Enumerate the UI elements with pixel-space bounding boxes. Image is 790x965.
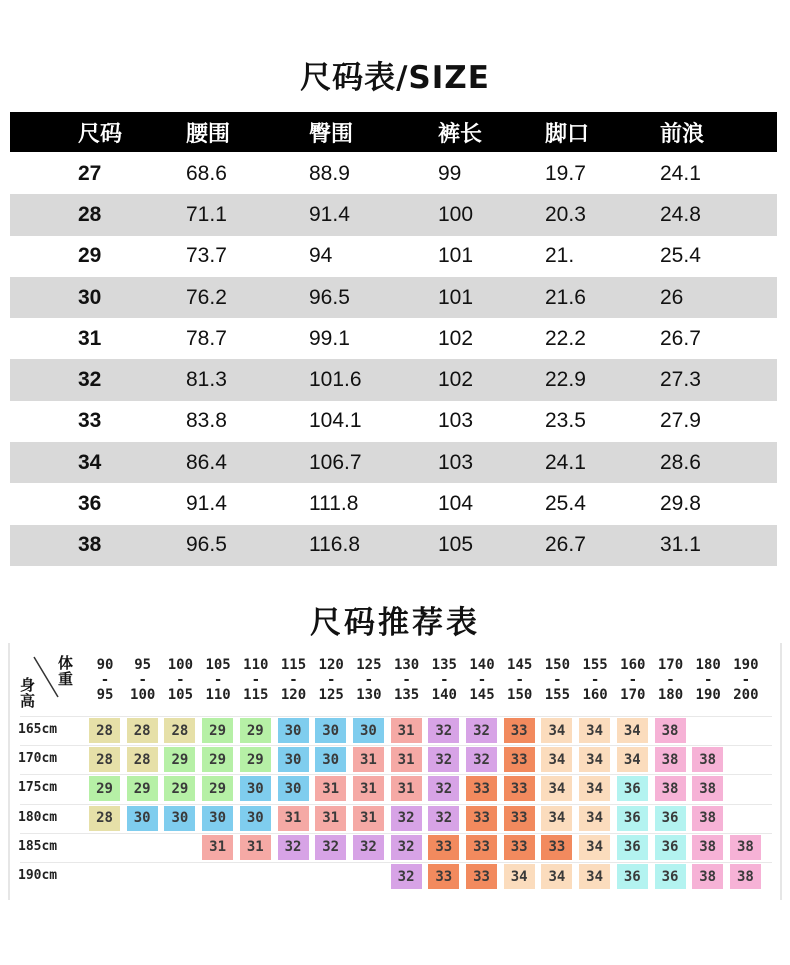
- recommended-size-cell: 33: [466, 864, 497, 889]
- weight-min: 135: [431, 657, 457, 673]
- range-dash: -: [553, 672, 562, 688]
- weight-max: 145: [469, 687, 495, 703]
- recommended-size-cell: 31: [315, 776, 346, 801]
- cell-size: 36: [78, 492, 102, 516]
- cell-leg-opening: 19.7: [545, 161, 586, 185]
- weight-max: 95: [96, 687, 114, 703]
- recommended-size-cell: 34: [541, 718, 572, 743]
- recommended-size-cell: 38: [692, 747, 723, 772]
- cell-size: 28: [78, 202, 102, 226]
- recommended-size-cell: 30: [315, 718, 346, 743]
- weight-min: 100: [167, 657, 194, 673]
- recommended-size-cell: 28: [164, 718, 195, 743]
- recommended-size-cell: 32: [278, 835, 309, 860]
- cell-length: 101: [438, 244, 474, 268]
- cell-hip: 116.8: [309, 533, 360, 557]
- recommended-size-cell: 32: [391, 806, 422, 831]
- weight-max: 120: [280, 687, 307, 703]
- cell-waist: 76.2: [186, 285, 227, 309]
- row-divider: [20, 804, 772, 805]
- recommended-size-cell: 36: [655, 835, 686, 860]
- weight-max: 160: [582, 687, 608, 703]
- cell-front-rise: 31.1: [660, 533, 701, 557]
- recommended-size-cell: 29: [240, 747, 271, 772]
- range-dash: -: [440, 672, 449, 688]
- weight-range-header: [275, 658, 313, 703]
- height-row-label: 165cm: [18, 722, 58, 737]
- cell-leg-opening: 22.2: [545, 326, 586, 350]
- weight-min: 110: [243, 657, 269, 673]
- table-row: [10, 318, 777, 359]
- table-row: [10, 359, 777, 400]
- cell-leg-opening: 26.7: [545, 533, 586, 557]
- cell-leg-opening: 20.3: [545, 202, 586, 226]
- weight-max: 140: [431, 687, 457, 703]
- recommended-size-cell: 34: [579, 835, 610, 860]
- height-row-label: 185cm: [18, 838, 58, 854]
- table-row: [10, 401, 777, 442]
- recommended-size-cell: 36: [617, 776, 648, 801]
- height-row-label: 170cm: [18, 751, 58, 767]
- cell-size: 32: [78, 368, 102, 392]
- weight-min: 150: [544, 657, 571, 673]
- cell-hip: 104.1: [309, 409, 362, 433]
- cell-leg-opening: 25.4: [545, 492, 586, 516]
- recommended-size-cell: 28: [89, 718, 120, 743]
- weight-max: 125: [318, 687, 344, 703]
- recommended-size-cell: 30: [278, 776, 309, 801]
- cell-hip: 111.8: [309, 492, 359, 516]
- range-dash: -: [628, 672, 638, 688]
- recommended-size-cell: 28: [89, 806, 120, 831]
- weight-min: 125: [356, 657, 382, 673]
- recommended-size-cell: 31: [353, 776, 384, 801]
- recommended-size-cell: 32: [428, 776, 459, 801]
- range-dash: -: [100, 672, 110, 688]
- recommended-size-cell: 38: [655, 776, 686, 801]
- header-size: 尺码: [78, 121, 123, 147]
- recommended-size-cell: 30: [278, 718, 309, 743]
- recommended-size-cell: 29: [127, 776, 158, 801]
- recommended-size-cell: 38: [655, 747, 686, 772]
- weight-range-header: [161, 658, 199, 703]
- recommended-size-cell: 29: [240, 718, 271, 743]
- cell-size: 31: [78, 326, 102, 350]
- weight-min: 180: [695, 657, 721, 673]
- weight-max: 115: [243, 687, 269, 703]
- range-dash: -: [741, 672, 751, 688]
- recommended-size-cell: 29: [164, 747, 195, 772]
- weight-range-header: [689, 658, 727, 703]
- cell-waist: 78.7: [186, 326, 227, 350]
- weight-max: 170: [620, 687, 646, 703]
- cell-front-rise: 27.9: [660, 409, 701, 433]
- cell-size: 29: [78, 244, 102, 268]
- weight-min: 145: [507, 657, 533, 673]
- height-row-label: 175cm: [18, 780, 58, 796]
- cell-length: 99: [438, 161, 462, 185]
- cell-length: 102: [438, 326, 474, 350]
- cell-front-rise: 26: [660, 285, 684, 309]
- recommended-size-cell: 32: [391, 835, 422, 860]
- weight-label: 体重: [58, 654, 74, 688]
- weight-max: 105: [167, 687, 194, 703]
- recommended-size-cell: 38: [730, 835, 761, 860]
- recommended-size-cell: 31: [353, 806, 384, 831]
- size-table-header: [10, 112, 777, 152]
- recommended-size-cell: 34: [541, 776, 572, 801]
- table-row: [10, 277, 777, 318]
- cell-hip: 101.6: [309, 368, 362, 392]
- recommended-size-cell: 32: [466, 718, 497, 743]
- weight-min: 190: [733, 657, 759, 673]
- weight-range-header: [727, 658, 765, 703]
- recommended-size-cell: 31: [391, 776, 422, 801]
- recommended-size-cell: 34: [541, 806, 572, 831]
- header-leg-opening: 脚口: [545, 121, 590, 147]
- weight-min: 130: [393, 657, 420, 673]
- range-dash: -: [138, 672, 147, 688]
- recommended-size-cell: 38: [692, 864, 723, 889]
- recommended-size-cell: 30: [315, 747, 346, 772]
- cell-leg-opening: 24.1: [545, 450, 586, 474]
- recommended-size-cell: 36: [617, 806, 648, 831]
- row-divider: [20, 716, 772, 717]
- recommendation-table: [8, 643, 782, 900]
- recommended-size-cell: 32: [428, 718, 459, 743]
- recommended-size-cell: 34: [541, 864, 572, 889]
- recommended-size-cell: 31: [391, 718, 422, 743]
- cell-leg-opening: 21.6: [545, 285, 586, 309]
- recommended-size-cell: 33: [504, 718, 535, 743]
- recommended-size-cell: 34: [617, 718, 648, 743]
- height-row-label: 190cm: [18, 868, 58, 883]
- cell-size: 33: [78, 409, 102, 433]
- recommended-size-cell: 34: [579, 806, 610, 831]
- recommended-size-cell: 33: [466, 776, 497, 801]
- recommended-size-cell: 32: [353, 835, 384, 860]
- recommended-size-cell: 28: [89, 747, 120, 772]
- weight-max: 180: [657, 687, 684, 703]
- weight-range-header: [652, 658, 690, 703]
- weight-min: 120: [318, 657, 344, 673]
- cell-length: 105: [438, 533, 474, 557]
- recommended-size-cell: 33: [428, 835, 459, 860]
- recommended-size-cell: 32: [466, 747, 497, 772]
- cell-hip: 88.9: [309, 161, 350, 185]
- range-dash: -: [477, 672, 487, 688]
- weight-range-header: [312, 658, 350, 703]
- cell-length: 103: [438, 409, 474, 433]
- row-divider: [20, 774, 772, 775]
- header-length: 裤长: [438, 121, 483, 147]
- recommended-size-cell: 33: [428, 864, 459, 889]
- cell-length: 103: [438, 450, 474, 474]
- weight-range-header: [614, 658, 652, 703]
- recommended-size-cell: 34: [579, 864, 610, 889]
- cell-waist: 86.4: [186, 450, 227, 474]
- weight-min: 170: [657, 657, 684, 673]
- cell-length: 104: [438, 492, 474, 516]
- recommended-size-cell: 34: [579, 718, 610, 743]
- cell-waist: 68.6: [186, 161, 227, 185]
- recommended-size-cell: 33: [504, 747, 535, 772]
- weight-max: 135: [393, 687, 420, 703]
- weight-range-header: [237, 658, 275, 703]
- height-label: 身高: [20, 676, 36, 710]
- recommended-size-cell: 31: [353, 747, 384, 772]
- recommended-size-cell: 34: [617, 747, 648, 772]
- recommended-size-cell: 29: [202, 776, 233, 801]
- table-row: [10, 442, 777, 483]
- cell-waist: 91.4: [186, 492, 227, 516]
- cell-hip: 96.5: [309, 285, 350, 309]
- header-hip: 臀围: [309, 121, 354, 147]
- cell-size: 27: [78, 161, 102, 185]
- weight-range-header: [501, 658, 539, 703]
- range-dash: -: [326, 672, 336, 688]
- table-row: [10, 153, 777, 194]
- recommended-size-cell: 31: [391, 747, 422, 772]
- row-divider: [20, 862, 772, 863]
- range-dash: -: [590, 672, 600, 688]
- cell-size: 30: [78, 285, 102, 309]
- cell-front-rise: 28.6: [660, 450, 701, 474]
- weight-range-header: [576, 658, 614, 703]
- weight-min: 140: [469, 657, 495, 673]
- cell-leg-opening: 23.5: [545, 409, 586, 433]
- weight-range-header: [388, 658, 426, 703]
- header-waist: 腰围: [186, 121, 231, 147]
- recommended-size-cell: 29: [202, 747, 233, 772]
- cell-front-rise: 25.4: [660, 244, 701, 268]
- weight-min: 95: [134, 657, 152, 673]
- diagonal-divider: [32, 655, 62, 699]
- cell-size: 34: [78, 450, 102, 474]
- recommended-size-cell: 29: [164, 776, 195, 801]
- size-table-body: [10, 153, 777, 566]
- cell-length: 102: [438, 368, 474, 392]
- cell-size: 38: [78, 533, 102, 557]
- recommended-size-cell: 30: [164, 806, 195, 831]
- cell-waist: 96.5: [186, 533, 227, 557]
- range-dash: -: [666, 672, 675, 688]
- recommended-size-cell: 34: [541, 747, 572, 772]
- cell-front-rise: 29.8: [660, 492, 701, 516]
- cell-leg-opening: 22.9: [545, 368, 586, 392]
- table-row: [10, 194, 777, 235]
- recommended-size-cell: 38: [692, 776, 723, 801]
- cell-front-rise: 24.8: [660, 202, 701, 226]
- cell-waist: 71.1: [186, 202, 227, 226]
- recommended-size-cell: 30: [240, 806, 271, 831]
- range-dash: -: [515, 672, 524, 688]
- cell-waist: 83.8: [186, 409, 227, 433]
- recommended-size-cell: 30: [278, 747, 309, 772]
- row-divider: [20, 745, 772, 746]
- range-dash: -: [213, 672, 223, 688]
- weight-range-header: [86, 658, 124, 703]
- range-dash: -: [289, 672, 298, 688]
- recommendation-title: 尺码推荐表: [310, 605, 480, 641]
- weight-max: 200: [733, 687, 759, 703]
- recommended-size-cell: 36: [617, 835, 648, 860]
- weight-max: 190: [695, 687, 721, 703]
- weight-min: 90: [96, 657, 114, 673]
- weight-min: 160: [620, 657, 646, 673]
- cell-hip: 106.7: [309, 450, 362, 474]
- cell-hip: 99.1: [309, 326, 350, 350]
- recommended-size-cell: 38: [692, 835, 723, 860]
- recommended-size-cell: 38: [655, 718, 686, 743]
- recommended-size-cell: 33: [541, 835, 572, 860]
- recommended-size-cell: 31: [278, 806, 309, 831]
- recommended-size-cell: 30: [353, 718, 384, 743]
- weight-range-header: [463, 658, 501, 703]
- header-front-rise: 前浪: [660, 121, 705, 147]
- recommended-size-cell: 33: [504, 835, 535, 860]
- recommended-size-cell: 31: [240, 835, 271, 860]
- cell-length: 101: [438, 285, 474, 309]
- table-border: [8, 643, 10, 900]
- recommended-size-cell: 31: [315, 806, 346, 831]
- cell-length: 100: [438, 202, 474, 226]
- weight-max: 150: [507, 687, 533, 703]
- weight-range-header: [124, 658, 162, 703]
- recommended-size-cell: 28: [127, 747, 158, 772]
- table-row: [10, 236, 777, 277]
- corner-header: [20, 655, 84, 715]
- size-table: [10, 112, 777, 566]
- recommended-size-cell: 33: [466, 835, 497, 860]
- range-dash: -: [176, 672, 185, 688]
- range-dash: -: [703, 672, 713, 688]
- recommended-size-cell: 30: [240, 776, 271, 801]
- recommended-size-cell: 31: [202, 835, 233, 860]
- size-chart-title: 尺码表/SIZE: [300, 60, 490, 96]
- recommended-size-cell: 32: [391, 864, 422, 889]
- cell-leg-opening: 21.: [545, 244, 575, 268]
- table-row: [10, 525, 777, 566]
- weight-range-header: [350, 658, 388, 703]
- recommended-size-cell: 38: [730, 864, 761, 889]
- recommended-size-cell: 34: [579, 776, 610, 801]
- weight-range-header: [425, 658, 463, 703]
- weight-max: 130: [356, 687, 382, 703]
- weight-min: 105: [205, 657, 231, 673]
- recommended-size-cell: 33: [466, 806, 497, 831]
- recommended-size-cell: 29: [202, 718, 233, 743]
- weight-range-header: [538, 658, 576, 703]
- recommended-size-cell: 30: [127, 806, 158, 831]
- recommended-size-cell: 33: [504, 776, 535, 801]
- weight-max: 155: [544, 687, 571, 703]
- cell-front-rise: 27.3: [660, 368, 701, 392]
- weight-max: 110: [205, 687, 231, 703]
- cell-hip: 91.4: [309, 202, 350, 226]
- recommended-size-cell: 28: [127, 718, 158, 743]
- recommended-size-cell: 33: [504, 806, 535, 831]
- recommended-size-cell: 32: [428, 747, 459, 772]
- recommended-size-cell: 36: [617, 864, 648, 889]
- recommended-size-cell: 36: [655, 806, 686, 831]
- cell-waist: 73.7: [186, 244, 227, 268]
- recommended-size-cell: 34: [579, 747, 610, 772]
- height-row-label: 180cm: [18, 809, 58, 825]
- recommended-size-cell: 36: [655, 864, 686, 889]
- weight-min: 115: [280, 657, 307, 673]
- recommended-size-cell: 32: [315, 835, 346, 860]
- recommended-size-cell: 29: [89, 776, 120, 801]
- weight-max: 100: [130, 687, 156, 703]
- weight-min: 155: [582, 657, 608, 673]
- cell-waist: 81.3: [186, 368, 227, 392]
- row-divider: [20, 833, 772, 834]
- recommended-size-cell: 34: [504, 864, 535, 889]
- range-dash: -: [251, 672, 261, 688]
- weight-range-header: [199, 658, 237, 703]
- range-dash: -: [364, 672, 374, 688]
- recommended-size-cell: 30: [202, 806, 233, 831]
- range-dash: -: [402, 672, 411, 688]
- table-row: [10, 483, 777, 524]
- table-border: [780, 643, 782, 900]
- cell-front-rise: 24.1: [660, 161, 701, 185]
- recommended-size-cell: 38: [692, 806, 723, 831]
- cell-front-rise: 26.7: [660, 326, 701, 350]
- recommended-size-cell: 32: [428, 806, 459, 831]
- cell-hip: 94: [309, 244, 333, 268]
